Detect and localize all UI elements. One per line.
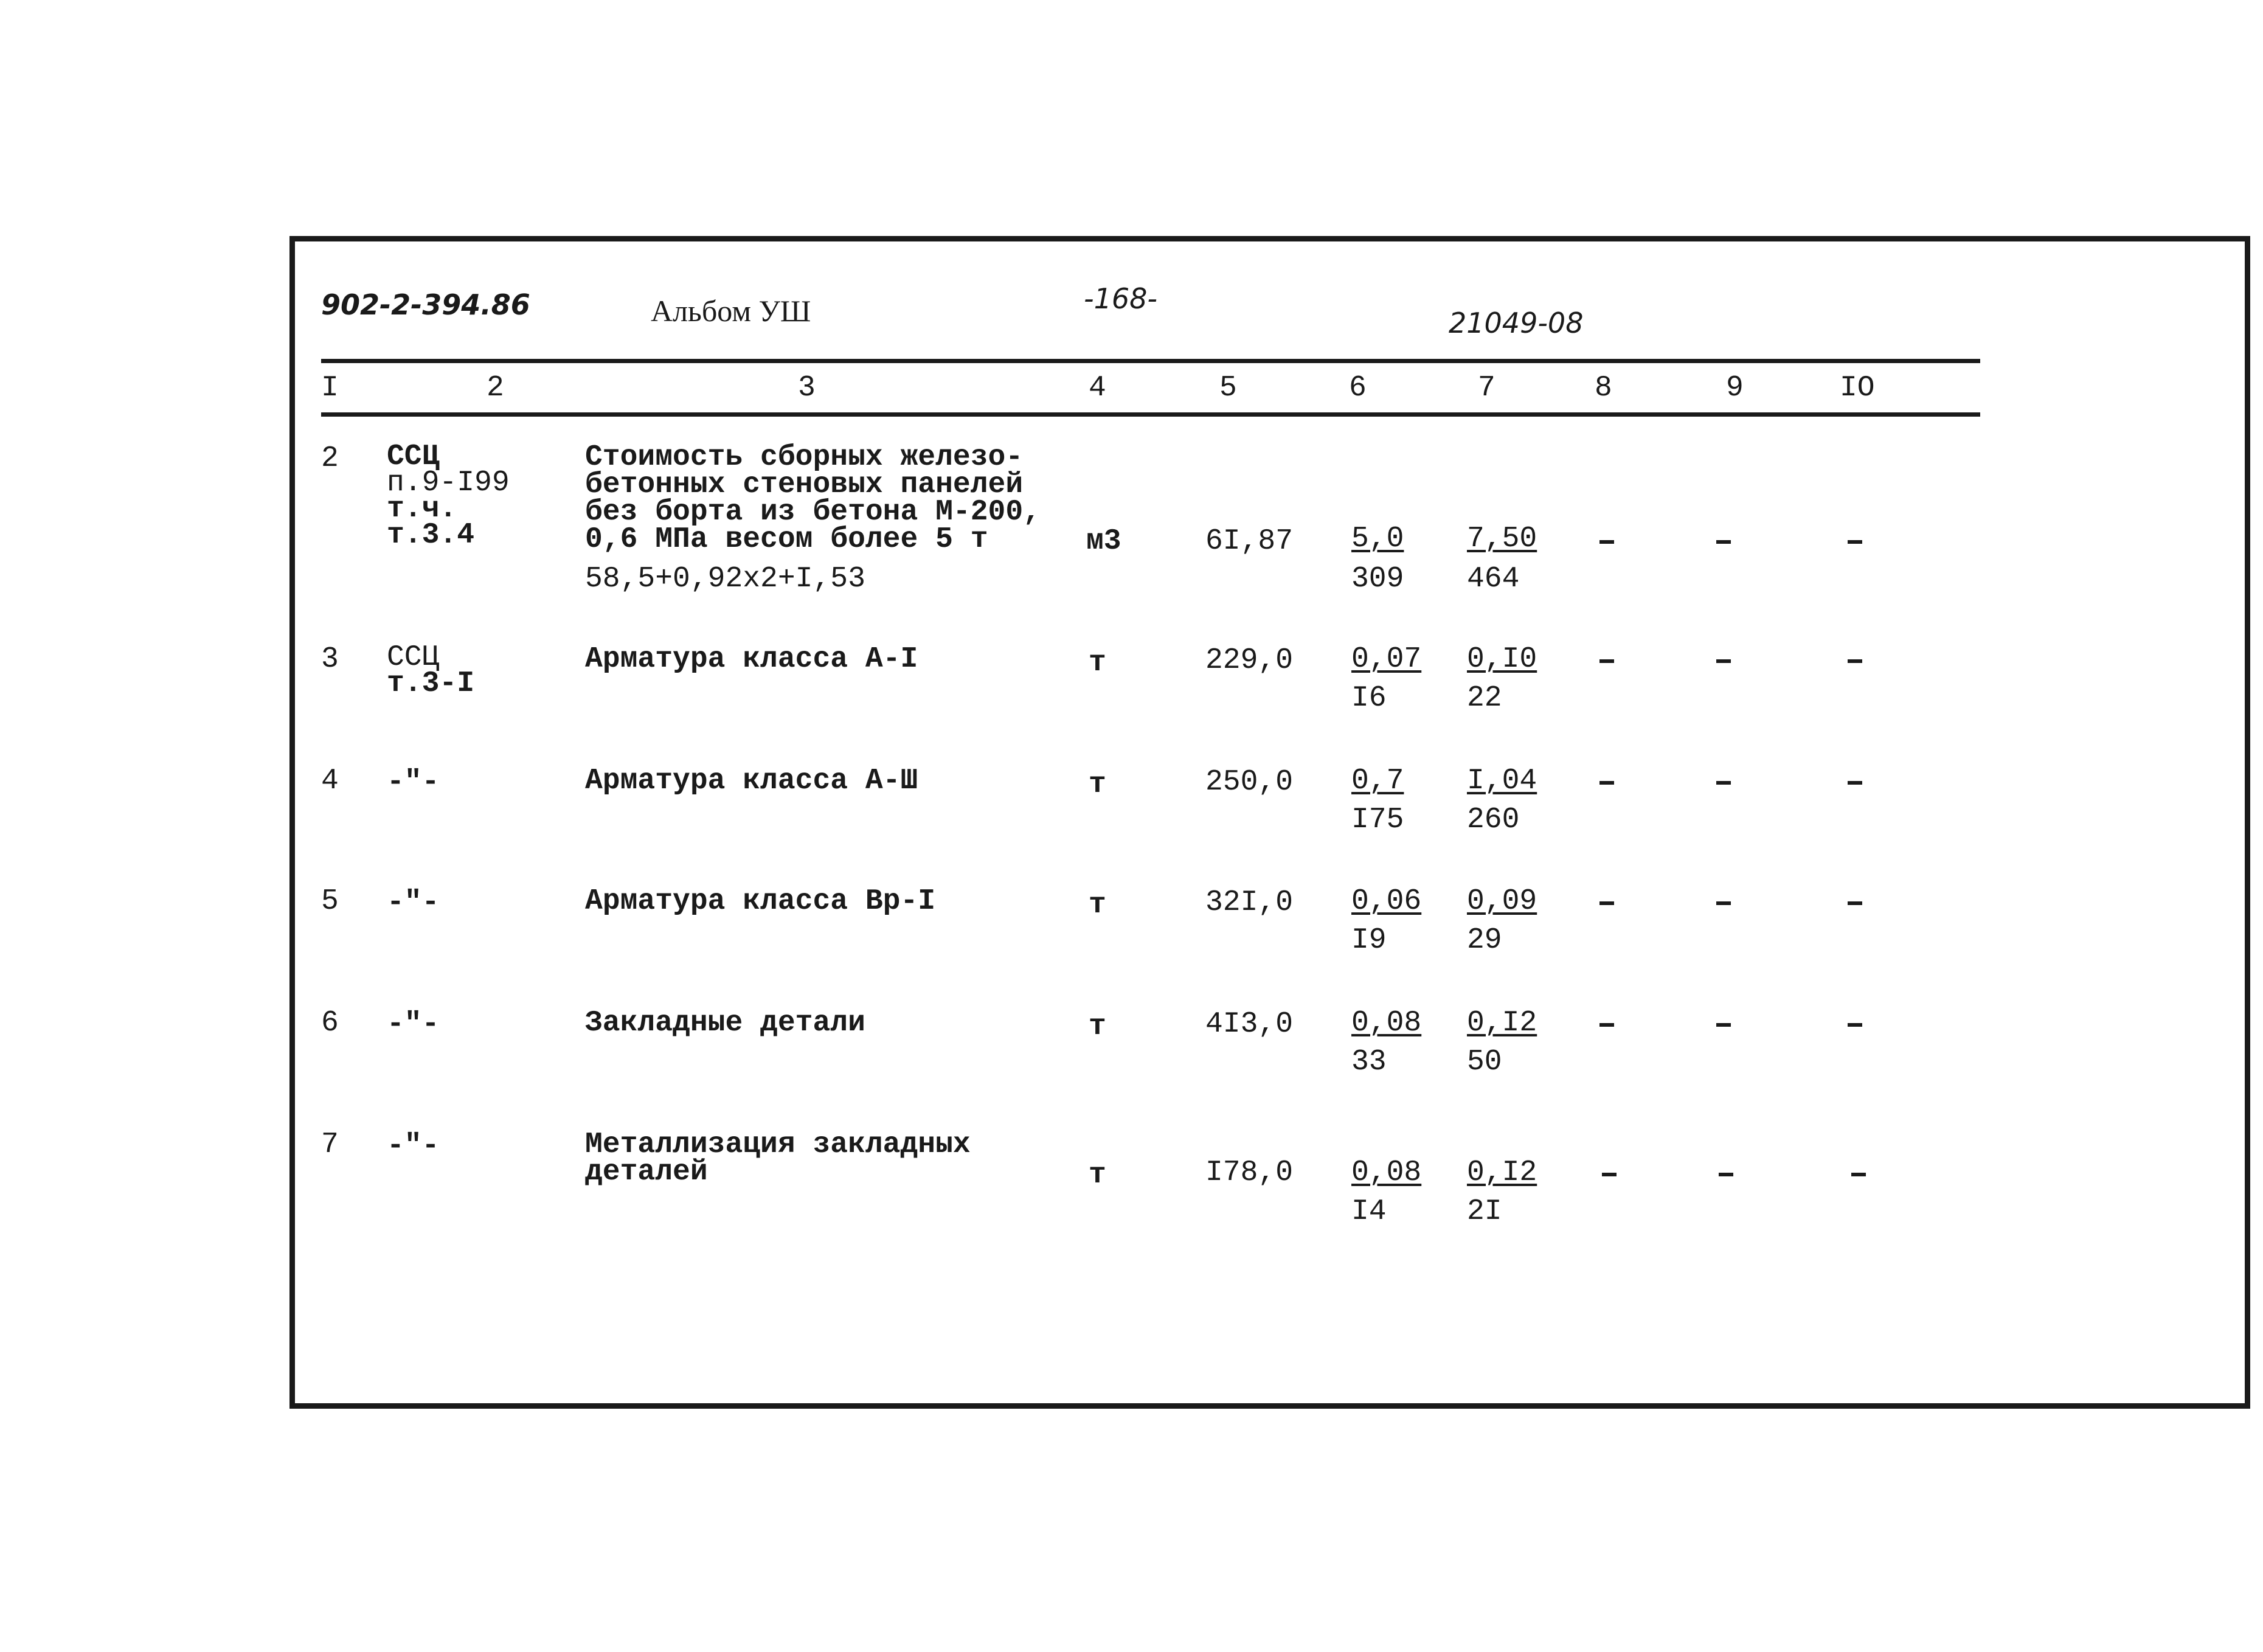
col10-dash [1848,659,1862,663]
row-description: Арматура класса А-I [585,643,918,676]
row-price: I78,0 [1205,1156,1294,1189]
col6-quantity: 0,06 [1351,885,1422,918]
row-price: 250,0 [1205,766,1294,799]
col7-quantity: 0,I2 [1467,1007,1537,1039]
row-unit: т [1089,889,1106,921]
row-price: 229,0 [1205,644,1294,677]
col10-dash [1848,540,1862,544]
column-header-1: I [321,372,339,404]
row-number: 3 [321,643,339,676]
column-header-7: 7 [1478,372,1495,404]
page-number: -168- [1084,282,1157,315]
col8-dash [1599,781,1614,785]
row-unit: т [1089,1010,1106,1043]
row-price: 4I3,0 [1205,1008,1294,1041]
column-header-9: 9 [1726,372,1744,404]
col6-cost: I6 [1351,682,1387,715]
column-header-8: 8 [1595,372,1612,404]
row-number: 5 [321,885,339,918]
row-number: 4 [321,765,339,797]
col6-cost: 309 [1351,563,1404,595]
row-source: ССЦ п.9-I99 т.ч. т.3.4 [387,440,510,552]
row-unit: т [1089,647,1106,679]
row-description: Стоимость сборных железо- бетонных стеновых панелей без борта из бетона М-200, 0,6 МПа весом более 5 т [585,441,1041,556]
col6-quantity: 5,0 [1351,522,1404,555]
row-source: -"- [387,1008,440,1041]
col8-dash [1599,540,1614,544]
col7-quantity: 0,I0 [1467,643,1537,676]
col7-cost: 2I [1467,1195,1502,1228]
row-source: -"- [387,886,440,919]
col7-quantity: 0,I2 [1467,1156,1537,1189]
row-price: 32I,0 [1205,886,1294,919]
doc-code: 902-2-394.86 [321,288,530,321]
col7-cost: 464 [1467,563,1520,595]
col7-cost: 29 [1467,924,1502,957]
col7-quantity: I,04 [1467,765,1537,797]
col9-dash [1716,901,1731,905]
col7-cost: 260 [1467,803,1520,836]
reference-number: 21049-08 [1449,307,1584,339]
col7-quantity: 0,09 [1467,885,1537,918]
row-description: Металлизация закладных деталей [585,1128,971,1189]
col7-cost: 50 [1467,1046,1502,1078]
album-label: Альбом УШ [651,294,811,328]
col10-dash [1848,901,1862,905]
col7-cost: 22 [1467,682,1502,715]
row-number: 6 [321,1007,339,1039]
col6-cost: 33 [1351,1046,1387,1078]
row-source: -"- [387,1130,440,1162]
col9-dash [1716,540,1731,544]
col7-quantity: 7,50 [1467,522,1537,555]
row-description: Закладные детали [585,1007,865,1039]
row-unit: т [1089,1159,1106,1192]
row-description: Арматура класса Вр-I [585,885,936,918]
col9-dash [1716,781,1731,785]
col8-dash [1602,1173,1617,1176]
col6-cost: I4 [1351,1195,1387,1228]
row-unit: м3 [1086,525,1121,558]
col8-dash [1599,1023,1614,1027]
col6-quantity: 0,08 [1351,1007,1422,1039]
row-formula: 58,5+0,92x2+I,53 [585,563,865,595]
column-header-3: 3 [798,372,816,404]
col6-cost: I9 [1351,924,1387,957]
col6-quantity: 0,7 [1351,765,1404,797]
column-header-10: IO [1840,372,1875,404]
column-header-4: 4 [1089,372,1106,404]
col8-dash [1599,659,1614,663]
col10-dash [1851,1173,1866,1176]
col8-dash [1599,901,1614,905]
row-source: -"- [387,766,440,799]
row-number: 7 [321,1128,339,1161]
row-price: 6I,87 [1205,525,1294,558]
header-rule-top [321,359,1980,363]
column-header-6: 6 [1349,372,1367,404]
col10-dash [1848,781,1862,785]
col9-dash [1716,1023,1731,1027]
row-number: 2 [321,442,339,475]
column-header-2: 2 [487,372,504,404]
col9-dash [1719,1173,1733,1176]
col9-dash [1716,659,1731,663]
row-description: Арматура класса А-Ш [585,765,918,797]
col6-quantity: 0,08 [1351,1156,1422,1189]
col6-quantity: 0,07 [1351,643,1422,676]
row-source: ССЦ т.3-I [387,641,475,700]
column-header-5: 5 [1219,372,1237,404]
header-rule-bottom [321,412,1980,417]
col10-dash [1848,1023,1862,1027]
col6-cost: I75 [1351,803,1404,836]
row-unit: т [1089,768,1106,801]
